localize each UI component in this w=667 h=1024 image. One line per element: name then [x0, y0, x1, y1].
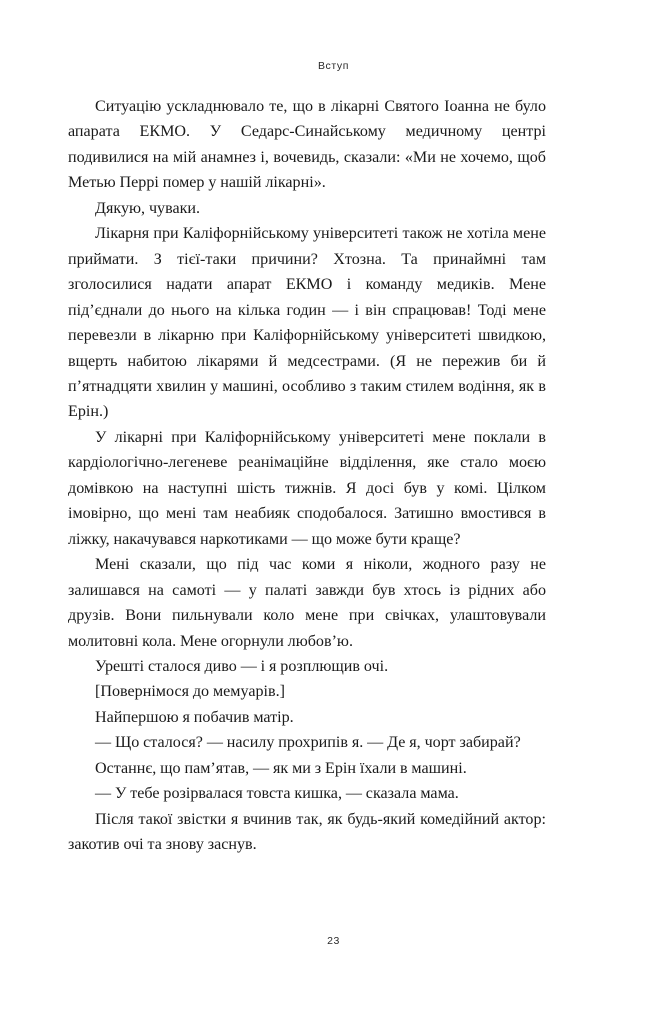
body-paragraph: Найпершою я побачив матір. — [95, 708, 294, 726]
page-number: 23 — [327, 935, 340, 947]
body-paragraph: Після такої звістки я вчинив так, як будь-який комедійний актор: закотив очі та знову заснув. — [68, 810, 546, 854]
body-text-block — [68, 94, 546, 858]
body-paragraph: Останнє, що пам’ятав, — як ми з Ерін їхали в машині. — [95, 759, 467, 777]
body-paragraph: — У тебе розірвалася товста кишка, — сказала мама. — [95, 785, 459, 803]
body-paragraph: Урешті сталося диво — і я розплющив очі. — [95, 657, 389, 675]
body-paragraph: Ситуацію ускладнювало те, що в лікарні Святого Іоанна не було апарата ЕКМО. У Седарс-Синайському медичному центрі подивилися на мій анамнез і, вочевидь, сказали: «Ми не хочемо, щоб Метью Перрі помер у нашій лікарні». — [68, 98, 546, 192]
body-paragraph: Мені сказали, що під час коми я ніколи, жодного разу не залишався на самоті — у палаті завжди був хтось із рідних або друзів. Вони пильнували коло мене при свічках, улаштовували молитовні кола. Мене огорнули любов’ю. — [68, 556, 546, 650]
body-paragraph: Дякую, чуваки. — [95, 199, 201, 217]
running-head: Вступ — [317, 60, 350, 72]
body-paragraph: — Що сталося? — насилу прохрипів я. — Де я, чорт забирай? — [95, 734, 521, 752]
body-paragraph: [Повернімося до мемуарів.] — [95, 683, 285, 701]
body-paragraph: У лікарні при Каліфорнійському університеті мене поклали в кардіологічно-легеневе реанімаційне відділення, яке стало моєю домівкою на наступні шість тижнів. Я досі був у комі. Цілком імовірно, що мені там неабияк сподобалося. Затишно вмостився в ліжку, накачувався наркотиками — що може бути краще? — [68, 428, 546, 548]
body-paragraph: Лікарня при Каліфорнійському університеті також не хотіла мене приймати. З тієї-таки причини? Хтозна. Та принаймні там зголосилися надати апарат ЕКМО і команду медиків. Мене під’єднали до нього на кілька годин — і він спрацював! Тоді мене перевезли в лікарню при Каліфорнійському університеті швидкою, вщерть набитою лікарями й медсестрами. (Я не пережив би й п’ятнадцяти хвилин у машині, особливо з таким стилем водіння, як в Ерін.) — [68, 225, 546, 421]
